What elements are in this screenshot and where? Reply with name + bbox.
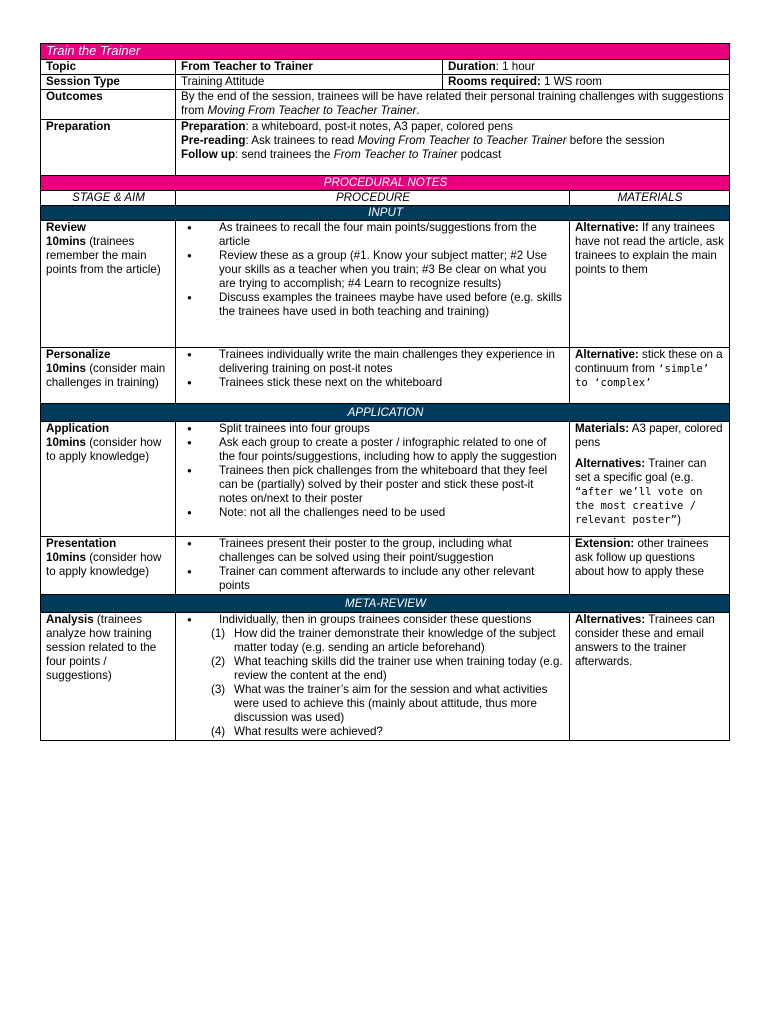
personalize-stage: Personalize 10mins (consider main challenges in training) xyxy=(41,348,176,404)
application-procedure xyxy=(176,422,570,537)
list-item: ● Trainer can comment afterwards to include any other relevant points xyxy=(219,565,565,593)
application-stage: Application 10mins (consider how to apply knowledge) xyxy=(41,422,176,537)
column-header-materials: MATERIALS xyxy=(570,191,730,206)
section-input: INPUT xyxy=(41,206,730,221)
preparation-text: Preparation: a whiteboard, post-it notes, A3 paper, colored pens Pre-reading: Ask trainees to read Moving From Teacher to Teacher Trainer before the session Follow up: send trainees the From Teacher to Trainer podcast xyxy=(176,120,730,176)
presentation-procedure xyxy=(176,537,570,595)
section-application: APPLICATION xyxy=(41,404,730,422)
column-header-stage: STAGE & AIM xyxy=(41,191,176,206)
column-header-procedure: PROCEDURE xyxy=(176,191,570,206)
procedural-notes-header: PROCEDURAL NOTES xyxy=(41,176,730,191)
question-item: (2) What teaching skills did the trainer use when training today (e.g. review the content at the end) xyxy=(211,655,563,682)
presentation-materials: Extension: other trainees ask follow up questions about how to apply these xyxy=(570,537,730,595)
presentation-stage: Presentation 10mins (consider how to apply knowledge) xyxy=(41,537,176,595)
list-item: ● Discuss examples the trainees maybe have used before (e.g. skills the trainees have used in both teaching and training) xyxy=(219,291,565,319)
analysis-procedure xyxy=(176,613,570,741)
outcomes-label: Outcomes xyxy=(41,90,176,120)
list-item: ● Ask each group to create a poster / infographic related to one of the four points/suggestions, including how to apply the suggestion xyxy=(219,436,565,464)
question-item: (1) How did the trainer demonstrate their knowledge of the subject matter today (e.g. sending an article beforehand) xyxy=(211,627,556,654)
topic-value: From Teacher to Trainer xyxy=(176,60,443,75)
review-materials: Alternative: If any trainees have not read the article, ask trainees to explain the main points to them xyxy=(570,221,730,348)
analysis-materials: Alternatives: Trainees can consider these and email answers to the trainer afterwards. xyxy=(570,613,730,741)
session-type-label: Session Type xyxy=(41,75,176,90)
list-item: ● Trainees stick these next on the whiteboard xyxy=(219,376,565,390)
analysis-stage: Analysis (trainees analyze how training session related to the four points / suggestions) xyxy=(41,613,176,741)
review-stage: Review 10mins (trainees remember the main points from the article) xyxy=(41,221,176,348)
rooms-cell: Rooms required: 1 WS room xyxy=(443,75,730,90)
section-meta-review: META-REVIEW xyxy=(41,595,730,613)
list-item: ● Note: not all the challenges need to be used xyxy=(219,506,565,520)
duration-cell: Duration: 1 hour xyxy=(443,60,730,75)
list-item: ● Trainees individually write the main challenges they experience in delivering training on post-it notes xyxy=(219,348,565,376)
list-item: ● Trainees then pick challenges from the whiteboard that they feel can be (partially) solved by their poster and stick these post-it notes on/next to their poster xyxy=(219,464,565,506)
outcomes-text: By the end of the session, trainees will be have related their personal training challenges with suggestions from Moving From Teacher to Teacher Trainer. xyxy=(176,90,730,120)
list-item: ● As trainees to recall the four main points/suggestions from the article xyxy=(219,221,565,249)
personalize-procedure xyxy=(176,348,570,404)
review-procedure xyxy=(176,221,570,348)
session-type-value: Training Attitude xyxy=(176,75,443,90)
application-materials: Materials: A3 paper, colored pens Alternatives: Trainer can set a specific goal (e.g. “after we’ll vote on the most creative / relevant poster”) xyxy=(570,422,730,537)
list-item: ● Trainees present their poster to the group, including what challenges can be solved using their point/suggestion xyxy=(219,537,565,565)
list-item: ● Split trainees into four groups xyxy=(219,422,565,436)
lesson-plan-table xyxy=(40,43,730,741)
list-item: ● Review these as a group (#1. Know your subject matter; #2 Use your skills as a teacher when you train; #3 Be clear on what you are trying to accomplish; #4 Learn to recognize results) xyxy=(219,249,565,291)
topic-label: Topic xyxy=(41,60,176,75)
question-item: (4) What results were achieved? xyxy=(211,725,383,738)
question-item: (3) What was the trainer’s aim for the session and what activities were used to achieve this (mainly about attitude, thus more discussion was used) xyxy=(211,683,548,724)
preparation-label: Preparation xyxy=(41,120,176,176)
personalize-materials: Alternative: stick these on a continuum from ‘simple’ to ‘complex’ xyxy=(570,348,730,404)
table-title: Train the Trainer xyxy=(41,44,730,60)
list-item: ● Individually, then in groups trainees consider these questions xyxy=(219,613,565,627)
